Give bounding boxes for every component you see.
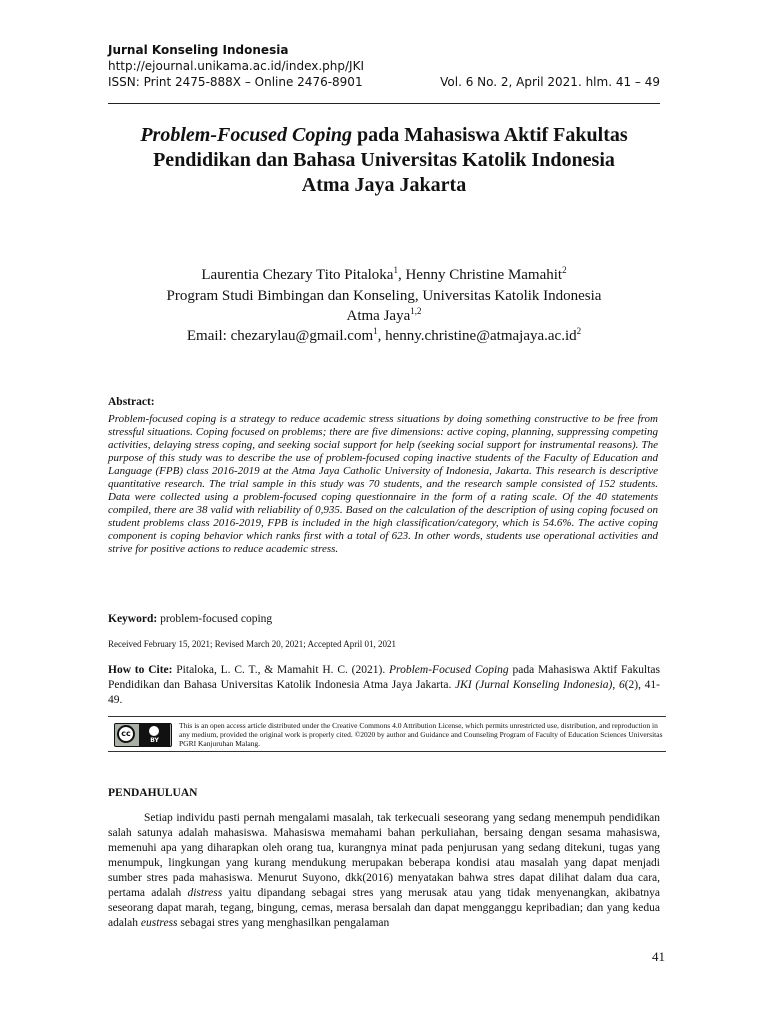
keyword-value: problem-focused coping: [157, 613, 273, 625]
email-line: Email: chezarylau@gmail.com$^1$, $henny.christine@atmajaya.ac.id^2$: [186, 326, 582, 344]
email-2[interactable]: , henny.christine@atmajaya.ac.id: [377, 328, 577, 344]
section-heading: PENDAHULUAN: [108, 787, 198, 799]
email-1[interactable]: chezarylau@gmail.com: [230, 328, 374, 344]
section-paragraph: Setiap individu pasti pernah mengalami masalah, tak terkecuali seseorang yang sedang menempuh pendidikan salah satunya adalah mahasiswa. Mahasiswa memahami bahan perkuliahan, bersaing dengan sesama mahasiswa, memenuhi apa yang diharapkan oleh orang tua, kurangnya minat pada penjurusan yang sedang ditekuni, tugas yang menumpuk, lingkungan yang kurang mendukung merupakan beberapa kondisi atau masalah yang dapat menjadi sumber stres pada mahasiswa. Menurut Suyono, dkk(2016) menyatakan bahwa stres dapat dilihat dalam dua cara, pertama adalah distress yaitu dipandang sebagai stres yang merusak atau yang tidak menyenangkan, akibatnya seseorang dapat marah, tegang, bingung, cemas, merasa bersalah dan dapat mengganggu kepribadian; dan yang kedua adalah eustress sebagai stres yang menghasilkan pengalaman: [108, 812, 660, 929]
citation-label: How to Cite:: [108, 664, 173, 676]
page-number: 41: [652, 949, 665, 964]
journal-volume: Vol. 6 No. 2, April 2021. hlm. 41 – 49: [440, 75, 660, 89]
affiliation-line-2: Atma Jaya$^{1,2}$: [346, 306, 422, 324]
license-text: This is an open access article distributed under the Creative Commons 4.0 Attribution License, which permits unrestricted use, distribution, and reproduction in any medium, provided the original work is properly cited. ©2020 by author and Guidance and Counseling Program of Faculty of Education Sciences Universitas PGRI Kanjuruhan Malang.: [179, 721, 663, 748]
cc-by-license-icon[interactable]: [114, 723, 172, 747]
affiliation-line-1: Program Studi Bimbingan dan Konseling, Universitas Katolik Indonesia: [166, 288, 602, 304]
journal-issn: ISSN: Print 2475-888X – Online 2476-8901: [108, 75, 363, 89]
title-line2: Pendidikan dan Bahasa Universitas Katolik Indonesia: [153, 149, 615, 171]
abstract-heading: Abstract:: [108, 396, 155, 408]
journal-name: Jurnal Konseling Indonesia: [108, 43, 289, 57]
title-line3: Atma Jaya Jakarta: [301, 174, 467, 196]
author-1: Laurentia Chezary Tito Pitaloka: [201, 267, 394, 283]
header-rule: [108, 103, 660, 104]
journal-url[interactable]: http://ejournal.unikama.ac.id/index.php/JKI: [108, 59, 364, 73]
title-italic-part: Problem-Focused Coping: [140, 124, 353, 146]
by-attribution-icon: BY: [139, 724, 170, 746]
title-line1-rest: pada Mahasiswa Aktif Fakultas: [352, 124, 628, 146]
author-2: , Henny Christine Mamahit: [397, 267, 563, 283]
paper-title: [108, 123, 660, 198]
cc-logo-icon: cc: [117, 725, 135, 743]
abstract-text: Problem-focused coping is a strategy to reduce academic stress situations by doing something constructive to be free from stressful situations. Coping focused on problems; there are five dimensions: active coping, planning, suppressing competing activities, delaying stress coping, and seeking social support for help (seeking social support for instrumental reasons). The purpose of this study was to describe the use of problem-focused coping inactive students of the Faculty of Education and Language (FPB) class 2016-2019 at the Atma Jaya Catholic University of Indonesia, Jakarta. This research is descriptive quantitative research. The trial sample in this study was 70 students, and the research sample consisted of 152 students. Data were collected using a problem-focused coping questionnaire in the form of a rating scale. Of the 40 statements compiled, there are 38 valid with reliability of 0,935. Based on the calculation of the description of using coping focused on student problems class 2016-2019, FPB is included in the high classification/category, which is 54.6%. The active coping component is coping behavior which ranks first with a total of 623. In other words, students use operational activities and strive for positive actions to reduce academic stress.: [108, 413, 658, 555]
person-icon: [149, 726, 159, 736]
author-line: Laurentia Chezary Tito Pitaloka$^1$, Henny Christine Mamahit$^2$: [201, 265, 567, 283]
license-box: [108, 716, 666, 752]
keyword-label: Keyword:: [108, 613, 158, 625]
citation: How to Cite: Pitaloka, L. C. T., & Mamahit H. C. (2021). Problem-Focused Coping pada Mahasiswa Aktif Fakultas Pendidikan dan Bahasa Universitas Katolik Indonesia Atma Jaya Jakarta. JKI (Jurnal Konseling Indonesia), 6(2), 41-49.: [108, 664, 660, 706]
keyword-line: [108, 613, 272, 625]
received-dates: Received February 15, 2021; Revised March 20, 2021; Accepted April 01, 2021: [108, 639, 396, 649]
